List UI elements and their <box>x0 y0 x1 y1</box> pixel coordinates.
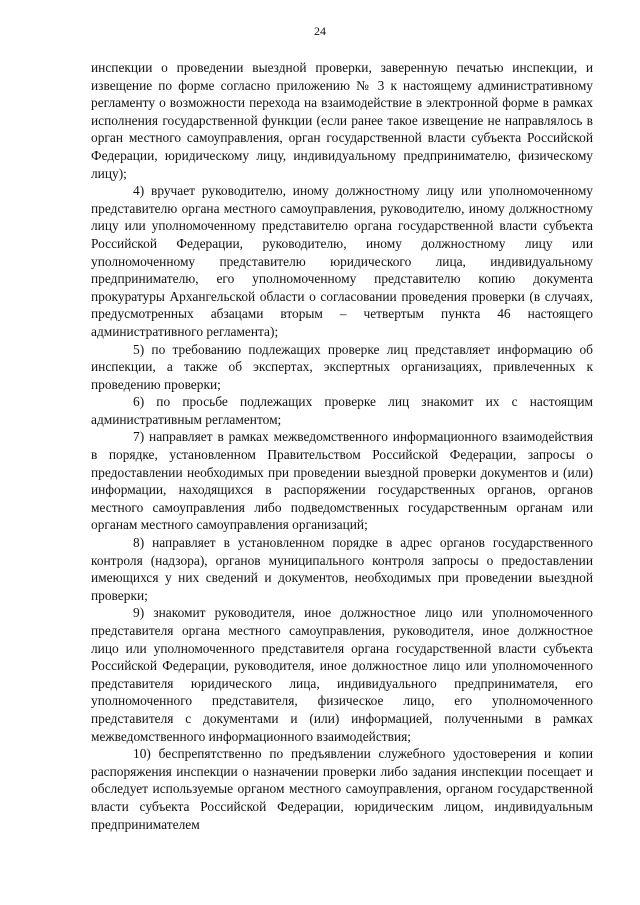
paragraph-item-10: 10) беспрепятственно по предъявлении служебного удостоверения и копии распоряжения инспекции о назначении проверки либо задания инспекции посещает и обследует используемые органом местного самоуправления, органом государственной власти субъекта Российской Федерации, юридическим лицом, индивидуальным предпринимателем <box>91 746 593 832</box>
page-number: 24 <box>314 24 326 38</box>
paragraph-continuation: инспекции о проведении выездной проверки, заверенную печатью инспекции, и извещение по форме согласно приложению № 3 к настоящему административному регламенту о возможности перехода на взаимодействие в электронной форме в рамках исполнения государственной функции (если ранее такое извещение не направлялось в орган местного самоуправления, орган государственной власти субъекта Российской Федерации, юридическому лицу, индивидуальному предпринимателю, физическому лицу); <box>91 60 593 181</box>
paragraph-item-6: 6) по просьбе подлежащих проверке лиц знакомит их с настоящим административным регламентом; <box>91 394 593 427</box>
paragraph-item-9: 9) знакомит руководителя, иное должностное лицо или уполномоченного представителя органа местного самоуправления, руководителя, иное должностное лицо или уполномоченного представителя органа государственной власти субъекта Российской Федерации, руководителя, иное должностное лицо или уполномоченного представителя юридического лица, индивидуального предпринимателя, его уполномоченного представителя, физическое лицо, его уполномоченного представителя с документами и (или) информацией, полученными в рамках межведомственного информационного взаимодействия; <box>91 605 593 744</box>
document-body <box>91 59 593 833</box>
paragraph-item-8: 8) направляет в установленном порядке в адрес органов государственного контроля (надзора), органов муниципального контроля запросы о предоставлении имеющихся у них сведений и документов, необходимых при проведении выездной проверки; <box>91 535 593 603</box>
paragraph-item-4: 4) вручает руководителю, иному должностному лицу или уполномоченному представителю органа местного самоуправления, руководителю, иному должностному лицу или уполномоченному представителю органа государственной власти субъекта Российской Федерации, руководителю, иному должностному лицу или уполномоченному представителю юридического лица, индивидуальному предпринимателю, его уполномоченному представителю копию документа прокуратуры Архангельской области о согласовании проведения проверки (в случаях, предусмотренных абзацами вторым – четвертым пункта 46 настоящего административного регламента); <box>91 183 593 339</box>
paragraph-item-5: 5) по требованию подлежащих проверке лиц представляет информацию об инспекции, а также об экспертах, экспертных организациях, привлеченных к проведению проверки; <box>91 341 593 392</box>
paragraph-item-7: 7) направляет в рамках межведомственного информационного взаимодействия в порядке, установленном Правительством Российской Федерации, запросы о предоставлении необходимых при проведении выездной проверки документов и (или) информации, находящихся в распоряжении государственных органов, органов местного самоуправления либо подведомственных государственным органам или органам местного самоуправления организаций; <box>91 429 593 533</box>
